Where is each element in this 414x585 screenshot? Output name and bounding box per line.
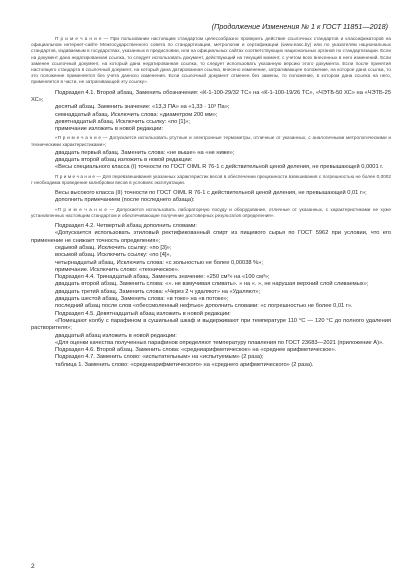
- paragraph: двадцатый абзац изложить в новой редакции:: [55, 332, 177, 339]
- paragraph: Подраздел 4.2. Четвертый абзац дополнить словами:: [55, 223, 197, 230]
- paragraph: девятнадцатый абзац. Исключить ссылку: «по [1]»;: [55, 118, 190, 125]
- document-body: [31, 36, 391, 369]
- paragraph: Подраздел 4.1. Второй абзац. Заменить обозначения: «К-1-100-29/32 ТС» на «К-1-100-19/26 ТС», «ЧЭТБ-50 ХС» на «ЧЭТБ-25 ХС»;: [31, 89, 391, 103]
- paragraph: двадцать первый абзац. Заменить слова: «не выше» на «не ниже»;: [55, 149, 235, 156]
- paragraph: дополнить примечанием (после последнего абзаца):: [55, 197, 195, 204]
- paragraph: примечание изложить в новой редакции:: [55, 126, 163, 133]
- paragraph: Подраздел 4.7. Заменить слово: «испытательным» на «испытуемым» (2 раза);: [55, 354, 264, 361]
- paragraph: двадцать шестой абзац. Заменить слова: «в токе» на «в потоке»;: [55, 296, 229, 303]
- paragraph: таблица 1. Заменить слово: «среднеарифметического» на «среднего арифметического» (2 раза).: [55, 361, 314, 368]
- continuation-header: (Продолжение Изменения № 1 к ГОСТ 11851—2018): [211, 22, 388, 31]
- paragraph: Подраздел 4.4. Тринадцатый абзац. Заменить значение: «250 см³» на «100 см³»;: [55, 274, 270, 281]
- page-number: 2: [31, 563, 35, 570]
- paragraph: десятый абзац. Заменить значение: «13,3 ПА» на «1,33 · 10³ Па»;: [55, 104, 230, 111]
- note-paragraph: П р и м е ч а н и е — Для перевзвешивания указанных характеристик весов в обеспечении прецизиности взвешивания с погрешностью не более 0,0002 г необходима проведение калибровки весов в условиях эксплуатации.: [31, 173, 391, 185]
- paragraph: Подраздел 4.6. Второй абзац. Заменить слова: «средниарифметическое» на «среднее арифметическое».: [55, 347, 337, 354]
- paragraph: двадцать второй абзац изложить в новой редакции:: [55, 157, 193, 164]
- paragraph: примечание. Исключить слово: «техническое».: [55, 266, 180, 273]
- paragraph: «Допускается использовать этиловый ректификованный спирт из пищевого сырья по ГОСТ 5962 при условии, что его применение не снижает точность определения»;: [31, 230, 391, 244]
- note-paragraph: «П р и м е ч а н и е — Допускается использовать лабораторную посуду и оборудование, отличные от указанных, с характеристиками не хуже установленных настоящим стандартом и обеспечивающие получение достоверных результатов определения».: [31, 206, 391, 218]
- paragraph: последний абзац после слов «обессмоленный нефтью» дополнить словами: «с погрешностью не более 0,01 г».: [55, 303, 353, 310]
- paragraph: двадцать третий абзац. Заменить слова: «Через 2 ч удаляют» на «Удаляют»;: [55, 288, 261, 295]
- paragraph: «Для оценки качества полученных парафинов определяют температуру плавления по ГОСТ 23683—2021 (приложение А)».: [55, 339, 384, 346]
- paragraph: двадцать второй абзац. Заменить слова: «». не взмучивая сливать». » на «. », не нарушая верхний слой сливаемых»;: [55, 281, 369, 288]
- paragraph: «Помещают колбу с парафином в сушильный шкаф и выдерживают при температуре 110 °С — 120 °С до полного удаления растворителя»;: [31, 317, 391, 332]
- paragraph: Весы высокого класса (II) точности по ГОСТ OIML R 76-1 с действительной ценой деления, не превышающей 0,01 г»;: [55, 190, 367, 197]
- note-paragraph: П р и м е ч а н и е — При пользовании настоящим стандартом целесообразно проверить действие ссылочных стандартов и классификаторов на официальном интернет-сайте Межгосударственного совета по стандартизации, метрологии и сертификации (www.easc.by) или по указателям национальных стандартов, издаваемым в государствах, указанных в предисловии, или на официальных сайтах соответствующих национальных органов по стандартизации. Если на документ дана недатированная ссылка, то следует использовать документ, действующий на текущий момент, с учетом всех внесенных в него изменений. Если заменен ссылочный документ, на который дана недатированная ссылка, то следует использовать указанную версию этого документа. Если после принятия настоящего стандарта в ссылочный документ, на который дана датированная ссылка, внесено изменение, затрагивающее положение, на которое дана ссылка, то это положение применяется без учета данного изменения. Если ссылочный документ отменен без замены, то положение, в котором дана ссылка на него, применяется в части, не затрагивающей эту ссылку».: [31, 36, 391, 85]
- paragraph: Подраздел 4.5. Девятнадцатый абзац изложить в новой редакции:: [55, 310, 231, 317]
- paragraph: «Весы специального класса (I) точности по ГОСТ OIML R 76-1 с действительной ценой деления, не превышающей 0,0001 г.: [55, 164, 384, 171]
- paragraph: седьмой абзац. Исключить ссылку: «по [3]»;: [55, 245, 172, 251]
- paragraph: семнадцатый абзац. Исключить слова: «диаметром 200 мм»;: [55, 111, 218, 118]
- note-paragraph: «П р и м е ч а н и е — Допускается использовать ртутные и электронные термометры, отличные от указанных, с аналогичными метрологическими и техническими характеристиками»;: [31, 135, 391, 147]
- paragraph: восьмой абзац. Исключить ссылку: «по [4]»,: [55, 252, 172, 259]
- paragraph: четырнадцатый абзац. Исключить слова: «с зольностью не более 0,00038 %»;: [55, 259, 263, 266]
